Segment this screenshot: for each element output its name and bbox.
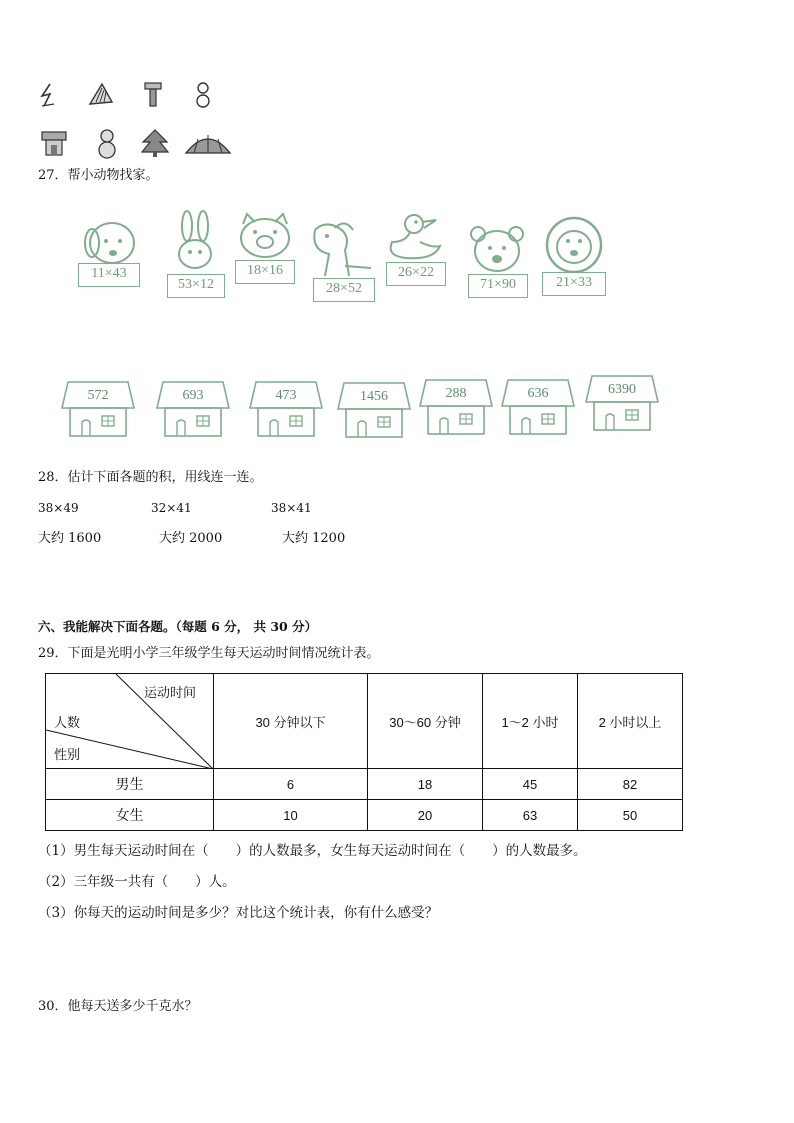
- table-row: [46, 769, 683, 800]
- house-shape: [40, 129, 68, 157]
- house-number: 6390: [608, 382, 636, 397]
- duck-icon: [382, 212, 448, 262]
- animal-label: 28×52: [313, 278, 375, 302]
- expression[interactable]: 38×41: [271, 501, 312, 515]
- estimate[interactable]: 大约 1200: [282, 531, 346, 546]
- umbrella-shape: [184, 131, 232, 157]
- question-28-title: 28．估计下面各题的积，用线连一连。: [38, 470, 263, 485]
- figure-eight-shape: [194, 80, 212, 110]
- table-cell: 20: [368, 800, 483, 831]
- row-label: 女生: [46, 800, 214, 831]
- animal-label: 26×22: [386, 262, 446, 286]
- column-header: 1～2 小时: [483, 674, 578, 769]
- animal-label: 11×43: [78, 263, 140, 287]
- animal-goat[interactable]: [305, 220, 377, 304]
- monkey-icon: [538, 215, 610, 273]
- animal-label: 71×90: [468, 274, 528, 298]
- house-number: 693: [182, 388, 204, 403]
- house-number: 288: [445, 386, 467, 401]
- pig-icon: [233, 212, 297, 260]
- table-cell: 10: [214, 800, 368, 831]
- house-number: 473: [275, 388, 297, 403]
- column-header: 30 分钟以下: [214, 674, 368, 769]
- table-row: [46, 800, 683, 831]
- animal-dog[interactable]: [76, 213, 142, 293]
- sub-question-1[interactable]: （1）男生每天运动时间在（ ）的人数最多，女生每天运动时间在（ ）的人数最多。: [38, 843, 587, 859]
- bear-icon: [466, 224, 528, 274]
- house[interactable]: [584, 374, 660, 432]
- rabbit-icon: [165, 210, 227, 272]
- header-gender: 性别: [54, 747, 81, 762]
- house[interactable]: [248, 380, 324, 438]
- animal-duck[interactable]: [382, 212, 448, 286]
- table-cell: 45: [483, 769, 578, 800]
- sub-question-2[interactable]: （2）三年级一共有（ ）人。: [38, 874, 236, 890]
- table-cell: 50: [578, 800, 683, 831]
- house[interactable]: [155, 380, 231, 438]
- house[interactable]: [336, 381, 412, 439]
- header-exercise-time: 运动时间: [144, 685, 197, 700]
- column-header: 30～60 分钟: [368, 674, 483, 769]
- expression[interactable]: 38×49: [38, 501, 79, 515]
- lightning-shape: [38, 82, 58, 108]
- column-header: 2 小时以上: [578, 674, 683, 769]
- animal-pig[interactable]: [233, 212, 297, 284]
- sub-question-3[interactable]: （3）你每天的运动时间是多少？对比这个统计表，你有什么感受？: [38, 905, 439, 921]
- tree-shape: [140, 128, 170, 158]
- expression[interactable]: 32×41: [151, 501, 192, 515]
- row-label: 男生: [46, 769, 214, 800]
- snowman-shape: [96, 127, 118, 159]
- house[interactable]: [500, 378, 576, 436]
- question-29-title: 29．下面是光明小学三年级学生每天运动时间情况统计表。: [38, 646, 380, 661]
- table-cell: 6: [214, 769, 368, 800]
- question-27-title: 27．帮小动物找家。: [38, 168, 159, 183]
- goat-icon: [305, 220, 377, 282]
- question-30-title: 30．他每天送多少千克水？: [38, 999, 198, 1014]
- house[interactable]: [60, 380, 136, 438]
- estimate[interactable]: 大约 2000: [159, 531, 223, 546]
- table-cell: 82: [578, 769, 683, 800]
- table-cell: 63: [483, 800, 578, 831]
- sail-shape: [88, 82, 114, 106]
- animal-monkey[interactable]: [538, 215, 610, 297]
- header-count: 人数: [54, 715, 81, 730]
- table-cell: 18: [368, 769, 483, 800]
- exercise-time-table: [45, 673, 683, 831]
- estimate[interactable]: 大约 1600: [38, 531, 102, 546]
- section-heading: 六、我能解决下面各题。（每题 6 分， 共 30 分）: [38, 619, 318, 634]
- animal-label: 18×16: [235, 260, 295, 284]
- house[interactable]: [418, 378, 494, 436]
- animal-bear[interactable]: [466, 224, 528, 300]
- animal-label: 53×12: [167, 274, 225, 298]
- animal-rabbit[interactable]: [165, 210, 227, 300]
- hammer-shape: [143, 80, 163, 108]
- diagonal-header-cell: [46, 674, 214, 769]
- house-number: 636: [527, 386, 549, 401]
- house-number: 1456: [360, 389, 388, 404]
- animal-label: 21×33: [542, 272, 606, 296]
- house-number: 572: [87, 388, 109, 403]
